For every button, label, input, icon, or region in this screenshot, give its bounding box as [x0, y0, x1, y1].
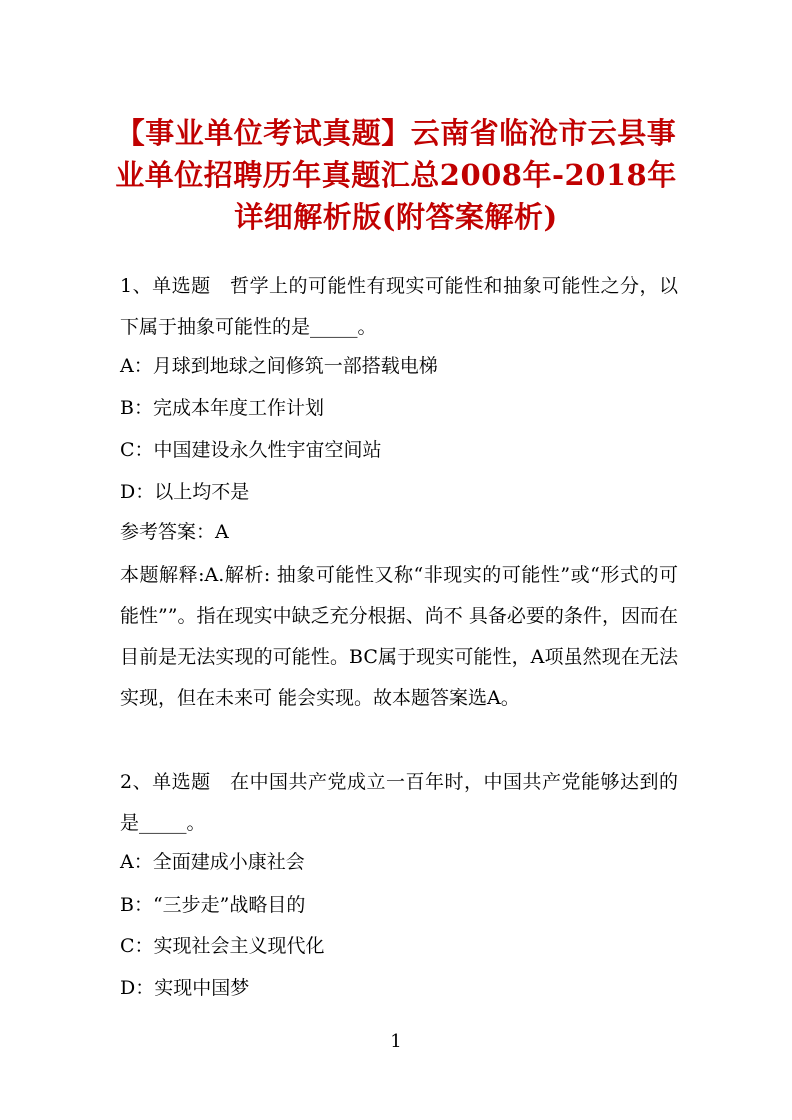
page-number: 1	[390, 1031, 402, 1052]
question-1-option-a: A：月球到地球之间修筑一部搭载电梯	[120, 355, 438, 377]
question-1-option-d: D：以上均不是	[120, 481, 250, 503]
question-1-option-b: B：完成本年度工作计划	[120, 397, 324, 419]
question-1-stem: 1、单选题 哲学上的可能性有现实可能性和抽象可能性之分，以下属于抽象可能性的是_____。	[120, 275, 678, 338]
question-1-option-c: C：中国建设永久性宇宙空间站	[120, 439, 382, 461]
question-2-option-d: D：实现中国梦	[120, 977, 250, 999]
question-2-option-a: A：全面建成小康社会	[120, 851, 305, 873]
question-1-answer: 参考答案：A	[120, 521, 229, 543]
question-2-option-b: B：“三步走”战略目的	[120, 894, 306, 916]
document-title: 【事业单位考试真题】云南省临沧市云县事业单位招聘历年真题汇总2008年-2018年详细解析版(附答案解析)	[115, 116, 677, 234]
question-2-option-c: C：实现社会主义现代化	[120, 935, 325, 957]
question-2-stem: 2、单选题 在中国共产党成立一百年时，中国共产党能够达到的是_____。	[120, 771, 678, 834]
question-1-explanation: 本题解释:A.解析: 抽象可能性又称“非现实的可能性”或“形式的可能性””。指在现实中缺乏充分根据、尚不 具备必要的条件，因而在目前是无法实现的可能性。BC属于现实可能性，A项虽然现在无法实现，但在未来可 能会实现。故本题答案选A。	[120, 564, 678, 709]
